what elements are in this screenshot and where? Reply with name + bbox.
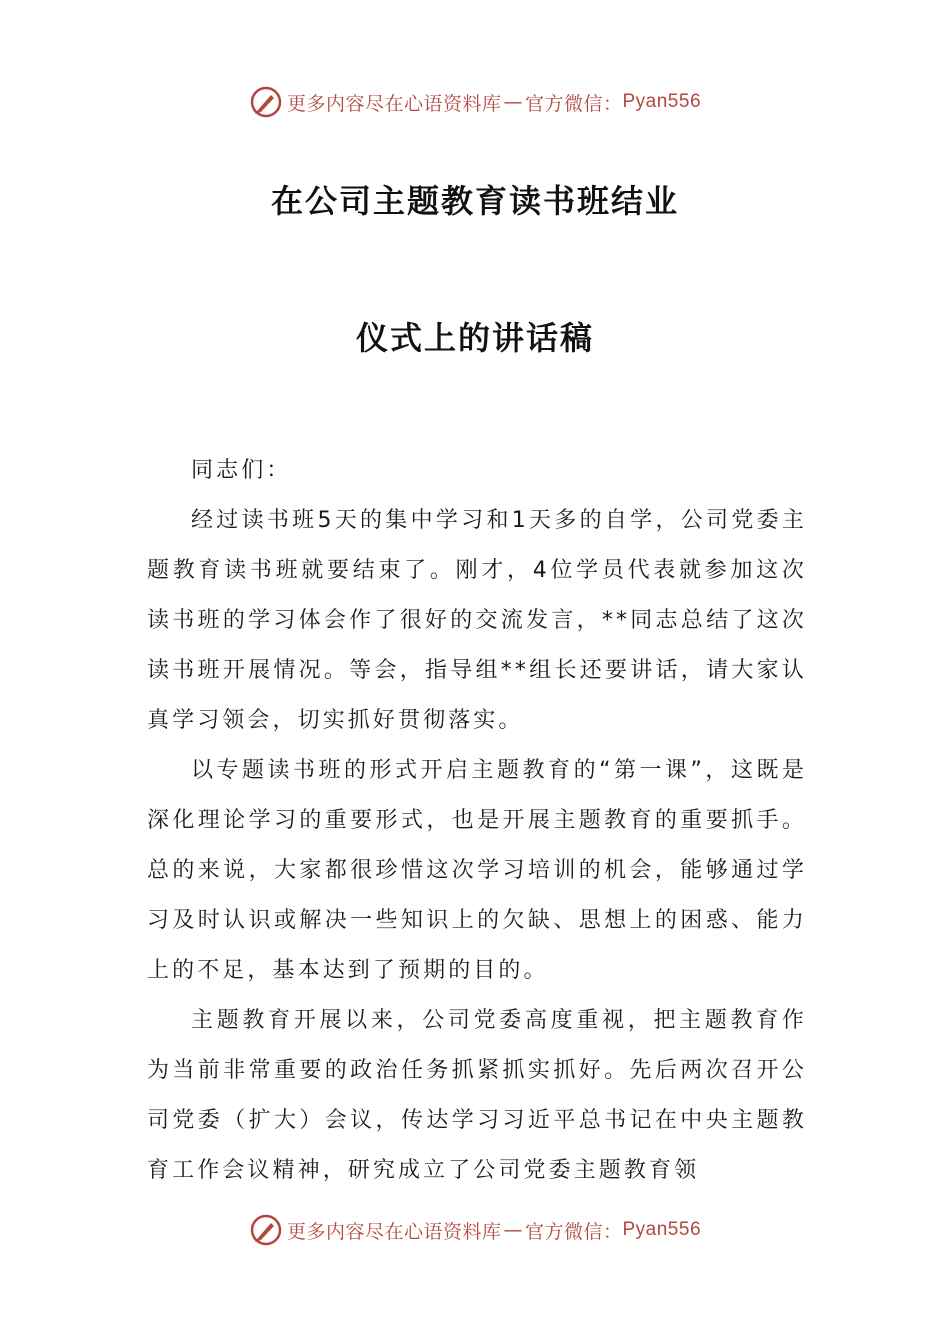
paragraph-1: 经过读书班5天的集中学习和1天多的自学，公司党委主题教育读书班就要结束了。刚才，4位学员代表就参加这次读书班的学习体会作了很好的交流发言，**同志总结了这次读书班开展情况。等会，指导组**组长还要讲话，请大家认真学习领会，切实抓好贯彻落实。 xyxy=(147,508,807,733)
watermark-wechat-id: Pyan556 xyxy=(622,91,702,112)
watermark-suffix: 官方微信： xyxy=(524,1220,623,1243)
header-watermark xyxy=(0,82,950,122)
watermark-wechat-id: Pyan556 xyxy=(622,1219,702,1240)
document-body xyxy=(147,446,807,1196)
document-title-line-1: 在公司主题教育读书班结业 xyxy=(270,182,679,220)
pen-logo-icon xyxy=(249,1213,283,1247)
document-title-line-2: 仪式上的讲话稿 xyxy=(355,319,594,357)
watermark-text: 更多内容尽在心语资料库 xyxy=(286,92,502,115)
greeting: 同志们： xyxy=(191,458,292,483)
watermark-separator: — xyxy=(503,1219,523,1241)
pen-logo-icon xyxy=(249,85,283,119)
watermark-text: 更多内容尽在心语资料库 xyxy=(286,1220,502,1243)
paragraph-2: 以专题读书班的形式开启主题教育的“第一课”，这既是深化理论学习的重要形式，也是开展主题教育的重要抓手。总的来说，大家都很珍惜这次学习培训的机会，能够通过学习及时认识或解决一些知识上的欠缺、思想上的困惑、能力上的不足，基本达到了预期的目的。 xyxy=(147,758,807,983)
footer-watermark xyxy=(0,1210,950,1250)
watermark-suffix: 官方微信： xyxy=(524,92,623,115)
watermark-separator: — xyxy=(503,91,523,113)
paragraph-3: 主题教育开展以来，公司党委高度重视，把主题教育作为当前非常重要的政治任务抓紧抓实抓好。先后两次召开公司党委（扩大）会议，传达学习习近平总书记在中央主题教育工作会议精神，研究成立了公司党委主题教育领 xyxy=(147,1008,807,1183)
